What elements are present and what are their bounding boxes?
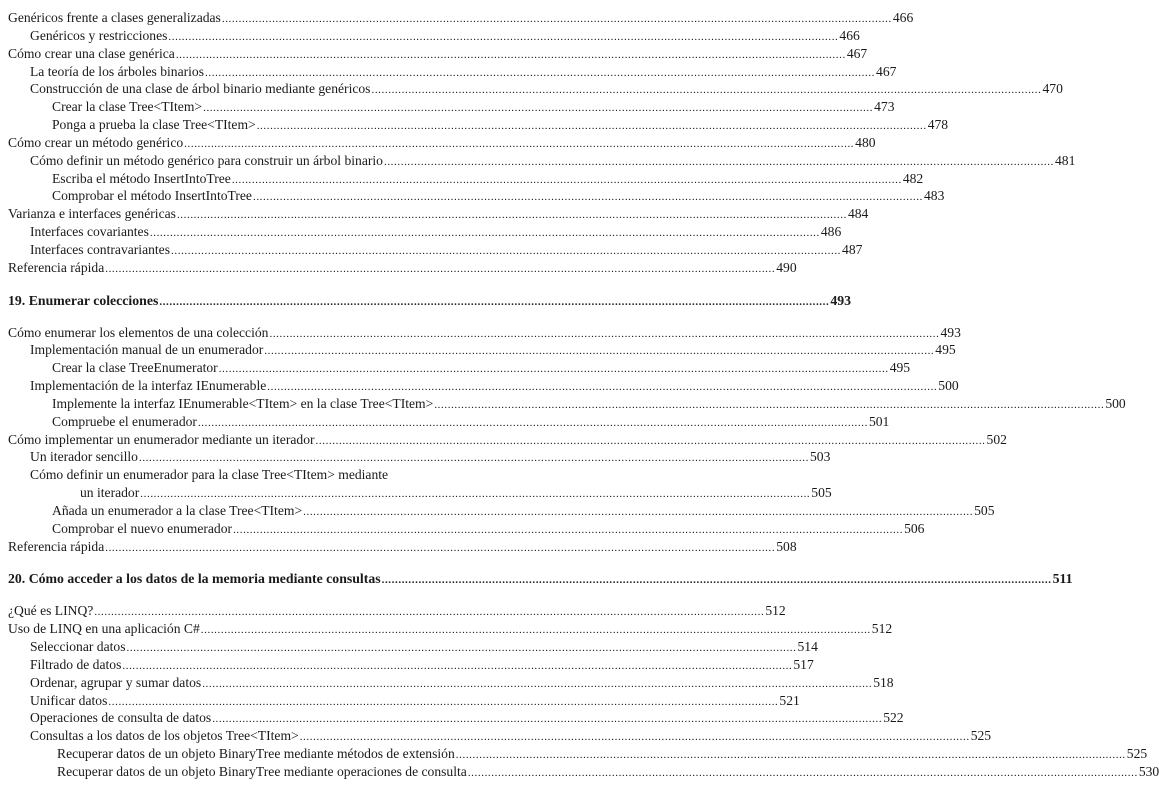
toc-entry	[0, 448, 831, 466]
toc-entry	[0, 359, 911, 377]
page-number: 502	[986, 431, 1007, 447]
entry-title: Compruebe el enumerador	[52, 413, 197, 429]
entry-title: Añada un enumerador a la clase Tree<TItem>	[52, 502, 303, 518]
page-number: 490	[776, 259, 797, 275]
leader-dots: ........................................................................................................................................................................................................	[108, 695, 779, 708]
toc-entry	[0, 152, 1076, 170]
entry-title: Un iterador sencillo	[30, 449, 138, 465]
leader-dots: ........................................................................................................................................................................................................	[176, 209, 847, 222]
page-number: 478	[927, 117, 949, 133]
entry-title: Ordenar, agrupar y sumar datos	[30, 674, 202, 690]
leader-dots: ........................................................................................................................................................................................................	[315, 434, 986, 447]
toc-entry	[0, 656, 814, 674]
entry-title: Seleccionar datos	[30, 639, 126, 654]
toc-entry	[0, 63, 897, 81]
entry-title: Comprobar el nuevo enumerador	[52, 520, 233, 536]
leader-dots: ........................................................................................................................................................................................................	[218, 363, 889, 376]
entry-title: Implemente la interfaz IEnumerable<TItem> en la clase Tree<TItem>	[52, 395, 434, 411]
entry-title: Referencia rápida	[8, 259, 105, 275]
entry-title-continued: un iterador	[80, 485, 140, 501]
toc-entry	[0, 466, 590, 484]
leader-dots: ........................................................................................................................................................................................................	[221, 13, 892, 25]
toc-entry-continuation	[0, 484, 832, 502]
entry-title: Unificar datos	[30, 692, 108, 708]
leader-dots: ........................................................................................................................................................................................................	[455, 749, 1126, 762]
entry-title: Cómo crear una clase genérica	[8, 45, 175, 61]
toc-entry	[0, 187, 945, 205]
toc-entry	[0, 170, 924, 188]
page-number: 505	[811, 485, 832, 501]
page-number: 466	[892, 10, 914, 25]
leader-dots: ........................................................................................................................................................................................................	[149, 227, 820, 240]
leader-dots: ........................................................................................................................................................................................................	[202, 677, 873, 690]
leader-dots: ........................................................................................................................................................................................................	[126, 642, 797, 654]
leader-dots: ........................................................................................................................................................................................................	[381, 574, 1052, 587]
leader-dots: ........................................................................................................................................................................................................	[264, 345, 935, 358]
entry-title: Consultas a los datos de los objetos Tree<TItem>	[30, 728, 299, 744]
page-number: 522	[883, 710, 904, 726]
toc-entry	[0, 259, 797, 277]
entry-title: Cómo definir un enumerador para la clase Tree<TItem> mediante	[30, 467, 389, 483]
leader-dots: ........................................................................................................................................................................................................	[467, 766, 1138, 779]
page-number: 505	[974, 502, 995, 518]
toc-entry	[0, 324, 961, 342]
page-number: 518	[873, 674, 894, 690]
chapter-title: 20. Cómo acceder a los datos de la memoria mediante consultas	[8, 571, 381, 587]
page-number: 493	[940, 324, 961, 340]
entry-title: Cómo implementar un enumerador mediante un iterador	[8, 431, 315, 447]
toc-entry	[0, 116, 949, 134]
toc-entry	[0, 377, 959, 395]
page-number: 480	[855, 134, 876, 150]
entry-title: Filtrado de datos	[30, 656, 122, 672]
page-number: 511	[1052, 571, 1073, 587]
leader-dots: ........................................................................................................................................................................................................	[184, 137, 855, 150]
leader-dots: ........................................................................................................................................................................................................	[233, 523, 904, 536]
page-number: 530	[1138, 763, 1159, 779]
leader-dots: ........................................................................................................................................................................................................	[122, 659, 793, 672]
leader-dots: ........................................................................................................................................................................................................	[267, 381, 938, 394]
entry-title: Varianza e interfaces genéricas	[8, 206, 176, 222]
toc-entry	[0, 692, 800, 710]
chapter-heading	[0, 292, 852, 310]
leader-dots: ........................................................................................................................................................................................................	[205, 66, 876, 79]
toc-entry	[0, 223, 842, 241]
page-number: 512	[765, 603, 786, 619]
toc-entry	[0, 745, 1148, 763]
toc-entry	[0, 395, 1126, 413]
toc-entry	[0, 341, 956, 359]
entry-title: Recuperar datos de un objeto BinaryTree mediante métodos de extensión	[57, 746, 455, 762]
entry-title: Interfaces contravariantes	[30, 241, 171, 257]
page-number: 484	[847, 206, 869, 222]
page-number: 473	[874, 99, 895, 115]
toc-entry	[0, 602, 786, 620]
toc-entry	[0, 134, 876, 152]
page-number: 486	[820, 224, 842, 240]
leader-dots: ........................................................................................................................................................................................................	[434, 398, 1105, 411]
page-number: 495	[889, 360, 911, 376]
chapter-title: 19. Enumerar colecciones	[8, 292, 159, 308]
page-number: 493	[830, 292, 852, 308]
page-number: 506	[904, 520, 925, 536]
entry-title: Implementación manual de un enumerador	[30, 342, 264, 358]
entry-title: Crear la clase TreeEnumerator	[52, 360, 218, 376]
leader-dots: ........................................................................................................................................................................................................	[212, 713, 883, 726]
entry-title: Uso de LINQ en una aplicación C#	[8, 621, 200, 637]
entry-title: Cómo definir un método genérico para construir un árbol binario	[30, 152, 383, 168]
entry-title: Ponga a prueba la clase Tree<TItem>	[52, 117, 256, 133]
entry-title: Referencia rápida	[8, 538, 105, 554]
leader-dots: ........................................................................................................................................................................................................	[299, 731, 970, 744]
table-of-contents	[0, 9, 1159, 781]
page-number: 483	[923, 188, 945, 204]
page-number: 482	[902, 170, 924, 186]
leader-dots: ........................................................................................................................................................................................................	[371, 84, 1042, 97]
toc-entry	[0, 45, 868, 63]
toc-entry	[0, 205, 869, 223]
entry-title: Recuperar datos de un objeto BinaryTree mediante operaciones de consulta	[57, 763, 467, 779]
page-number: 467	[876, 63, 897, 79]
toc-entry	[0, 413, 890, 431]
entry-title: Implementación de la interfaz IEnumerable	[30, 378, 267, 394]
toc-entry	[0, 620, 893, 638]
entry-title: Construcción de una clase de árbol binario mediante genéricos	[30, 81, 371, 97]
leader-dots: ........................................................................................................................................................................................................	[168, 30, 839, 43]
leader-dots: ........................................................................................................................................................................................................	[200, 624, 871, 637]
entry-title: Crear la clase Tree<TItem>	[52, 99, 203, 115]
toc-entry	[0, 538, 797, 556]
leader-dots: ........................................................................................................................................................................................................	[105, 541, 776, 554]
toc-entry	[0, 638, 818, 656]
toc-entry	[0, 27, 860, 45]
page-number: 508	[776, 538, 797, 554]
page-number: 470	[1042, 81, 1063, 97]
entry-title: Interfaces covariantes	[30, 224, 149, 240]
page-number: 512	[871, 621, 893, 637]
leader-dots: ........................................................................................................................................................................................................	[203, 102, 874, 115]
page-number: 525	[970, 728, 992, 744]
leader-dots: ........................................................................................................................................................................................................	[105, 262, 776, 275]
toc-entry	[0, 431, 1007, 449]
toc-entry	[0, 520, 925, 538]
entry-title: Operaciones de consulta de datos	[30, 710, 212, 726]
entry-title: La teoría de los árboles binarios	[30, 63, 205, 79]
page-number: 517	[793, 656, 814, 672]
entry-title: Escriba el método InsertIntoTree	[52, 170, 231, 186]
page-number: 487	[842, 241, 863, 257]
leader-dots: ........................................................................................................................................................................................................	[256, 120, 927, 133]
leader-dots: ........................................................................................................................................................................................................	[303, 505, 974, 518]
toc-entry	[0, 502, 995, 520]
leader-dots: ........................................................................................................................................................................................................	[175, 48, 846, 61]
leader-dots: ........................................................................................................................................................................................................	[231, 173, 902, 186]
page-number: 500	[1105, 395, 1126, 411]
leader-dots: ........................................................................................................................................................................................................	[383, 155, 1054, 168]
toc-entry	[0, 709, 904, 727]
page-number: 501	[868, 413, 890, 429]
toc-entry	[0, 80, 1063, 98]
toc-entry	[0, 674, 894, 692]
toc-entry	[0, 241, 863, 259]
chapter-heading	[0, 570, 1073, 588]
entry-title: ¿Qué es LINQ?	[8, 603, 94, 619]
toc-entry	[0, 98, 895, 116]
leader-dots: ........................................................................................................................................................................................................	[138, 452, 809, 465]
page-number: 500	[938, 378, 959, 394]
entry-title: Comprobar el método InsertIntoTree	[52, 188, 252, 204]
entry-title: Genéricos y restricciones	[30, 27, 168, 43]
page-number: 521	[779, 692, 800, 708]
leader-dots: ........................................................................................................................................................................................................	[159, 295, 830, 308]
page-number: 481	[1054, 152, 1076, 168]
leader-dots: ........................................................................................................................................................................................................	[171, 244, 842, 257]
page-number: 466	[839, 27, 860, 43]
leader-dots: ........................................................................................................................................................................................................	[140, 488, 811, 501]
page-number: 467	[846, 45, 868, 61]
leader-dots: ........................................................................................................................................................................................................	[252, 191, 923, 204]
toc-entry	[0, 727, 992, 745]
leader-dots: ........................................................................................................................................................................................................	[197, 416, 868, 429]
entry-title: Genéricos frente a clases generalizadas	[8, 10, 221, 25]
leader-dots: ........................................................................................................................................................................................................	[94, 606, 765, 619]
entry-title: Cómo enumerar los elementos de una colección	[8, 324, 269, 340]
page-number: 503	[809, 449, 831, 465]
page-number: 514	[797, 639, 818, 654]
entry-title: Cómo crear un método genérico	[8, 134, 184, 150]
toc-entry	[0, 763, 1159, 781]
leader-dots: ........................................................................................................................................................................................................	[269, 327, 940, 340]
page-number: 525	[1126, 746, 1148, 762]
toc-entry	[0, 9, 914, 27]
page-number: 495	[935, 342, 956, 358]
